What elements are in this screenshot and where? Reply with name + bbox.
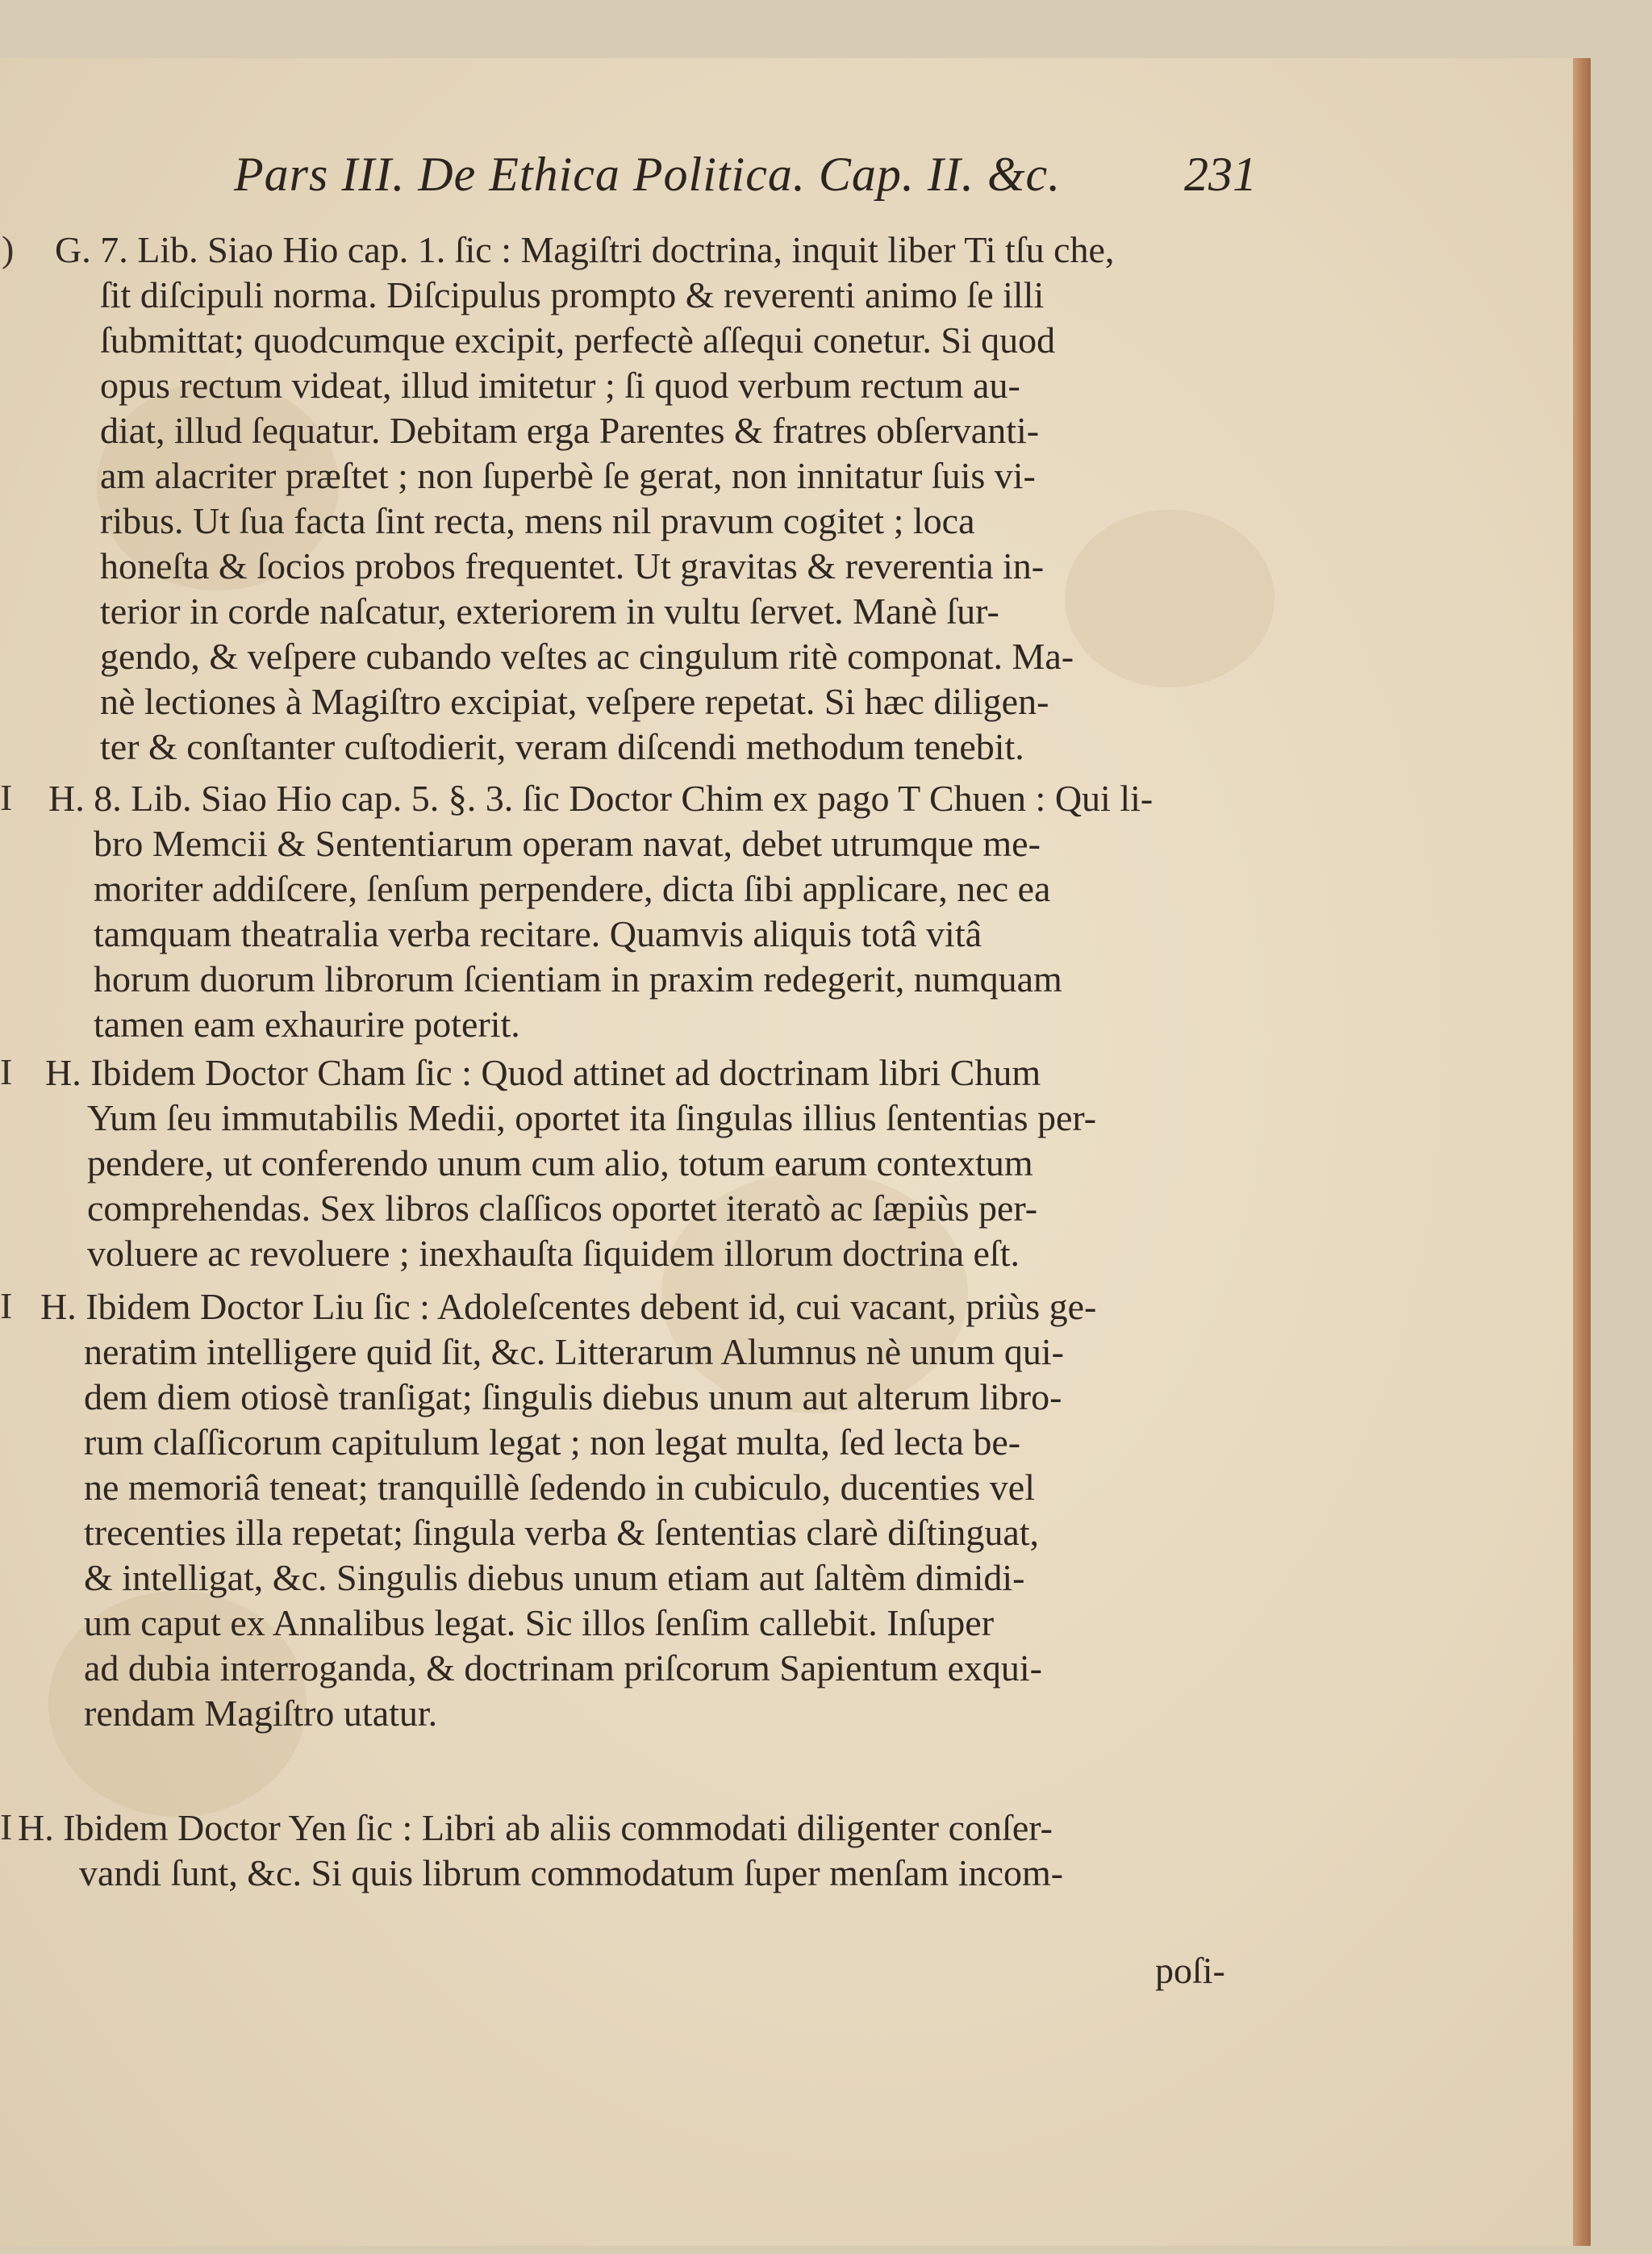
- text-line: tamquam theatralia verba recitare. Quamvis aliquis totâ vitâ: [94, 913, 982, 954]
- text-line: ter & conſtanter cuſtodierit, veram diſcendi methodum tenebit.: [100, 726, 1024, 767]
- text-line: comprehendas. Sex libros claſſicos oportet iteratò ac ſæpiùs per-: [87, 1188, 1038, 1229]
- catchword: poſi-: [1155, 1950, 1225, 1991]
- text-line: neratim intelligere quid ſit, &c. Litterarum Alumnus nè unum qui-: [84, 1331, 1064, 1372]
- text-line: bro Memcii & Sententiarum operam navat, debet utrumque me-: [94, 823, 1041, 864]
- text-line: um caput ex Annalibus legat. Sic illos ſenſim callebit. Inſuper: [84, 1602, 995, 1643]
- text-line: tamen eam exhaurire poterit.: [94, 1004, 520, 1045]
- text-line: rum claſſicorum capitulum legat ; non legat multa, ſed lecta be-: [84, 1421, 1021, 1463]
- text-line: H. Ibidem Doctor Liu ſic : Adoleſcentes debent id, cui vacant, priùs ge-: [40, 1286, 1097, 1327]
- text-line: pendere, ut conferendo unum cum alio, totum earum contextum: [87, 1142, 1033, 1183]
- text-line: diat, illud ſequatur. Debitam erga Parentes & fratres obſervanti-: [100, 410, 1040, 451]
- text-line: ribus. Ut ſua facta ſint recta, mens nil pravum cogitet ; loca: [100, 500, 975, 541]
- text-line: voluere ac revoluere ; inexhauſta ſiquidem illorum doctrina eſt.: [87, 1233, 1020, 1274]
- text-line: opus rectum videat, illud imitetur ; ſi quod verbum rectum au-: [100, 365, 1020, 406]
- margin-mark: I: [0, 1285, 13, 1326]
- margin-mark: ): [2, 228, 15, 269]
- text-line: H. 8. Lib. Siao Hio cap. 5. §. 3. ſic Doctor Chim ex pago T Chuen : Qui li-: [48, 778, 1153, 819]
- text-line: moriter addiſcere, ſenſum perpendere, dicta ſibi applicare, nec ea: [94, 868, 1051, 909]
- text-line: G. 7. Lib. Siao Hio cap. 1. ſic : Magiſtri doctrina, inquit liber Ti tſu che,: [55, 229, 1115, 270]
- text-line: ſit diſcipuli norma. Diſcipulus prompto & reverenti animo ſe illi: [100, 274, 1045, 315]
- text-line: trecenties illa repetat; ſingula verba & ſententias clarè diſtinguat,: [84, 1512, 1040, 1553]
- text-line: horum duorum librorum ſcientiam in praxim redegerit, numquam: [94, 958, 1062, 1000]
- text-line: H. Ibidem Doctor Yen ſic : Libri ab aliis commodati diligenter conſer-: [18, 1807, 1053, 1848]
- text-line: am alacriter præſtet ; non ſuperbè ſe gerat, non innitatur ſuis vi-: [100, 455, 1036, 496]
- running-title: Pars III. De Ethica Politica. Cap. II. &c.: [234, 148, 1062, 201]
- margin-mark: I: [0, 1806, 13, 1847]
- text-line: dem diem otiosè tranſigat; ſingulis diebus unum aut alterum libro-: [84, 1376, 1062, 1417]
- text-line: & intelligat, &c. Singulis diebus unum etiam aut ſaltèm dimidi-: [84, 1557, 1025, 1598]
- text-line: nè lectiones à Magiſtro excipiat, veſpere repetat. Si hæc diligen-: [100, 681, 1049, 722]
- text-block: [0, 58, 1591, 2246]
- text-line: terior in corde naſcatur, exteriorem in vultu ſervet. Manè ſur-: [100, 591, 999, 632]
- text-line: ad dubia interroganda, & doctrinam priſcorum Sapientum exqui-: [84, 1647, 1043, 1688]
- text-line: H. Ibidem Doctor Cham ſic : Quod attinet ad doctrinam libri Chum: [45, 1052, 1041, 1093]
- margin-mark: I: [0, 777, 13, 818]
- text-line: Yum ſeu immutabilis Medii, oportet ita ſingulas illius ſententias per-: [87, 1097, 1097, 1138]
- text-line: vandi ſunt, &c. Si quis librum commodatum ſuper menſam incom-: [79, 1852, 1064, 1893]
- text-line: rendam Magiſtro utatur.: [84, 1693, 438, 1734]
- margin-mark: I: [0, 1051, 13, 1092]
- text-line: gendo, & veſpere cubando veſtes ac cingulum ritè componat. Ma-: [100, 636, 1074, 677]
- text-line: honeſta & ſocios probos frequentet. Ut gravitas & reverentia in-: [100, 545, 1045, 586]
- text-line: ne memoriâ teneat; tranquillè ſedendo in cubiculo, ducenties vel: [84, 1467, 1035, 1508]
- book-page: [0, 58, 1591, 2246]
- page-number: 231: [1184, 148, 1257, 201]
- text-line: ſubmittat; quodcumque excipit, perfectè aſſequi conetur. Si quod: [100, 319, 1056, 361]
